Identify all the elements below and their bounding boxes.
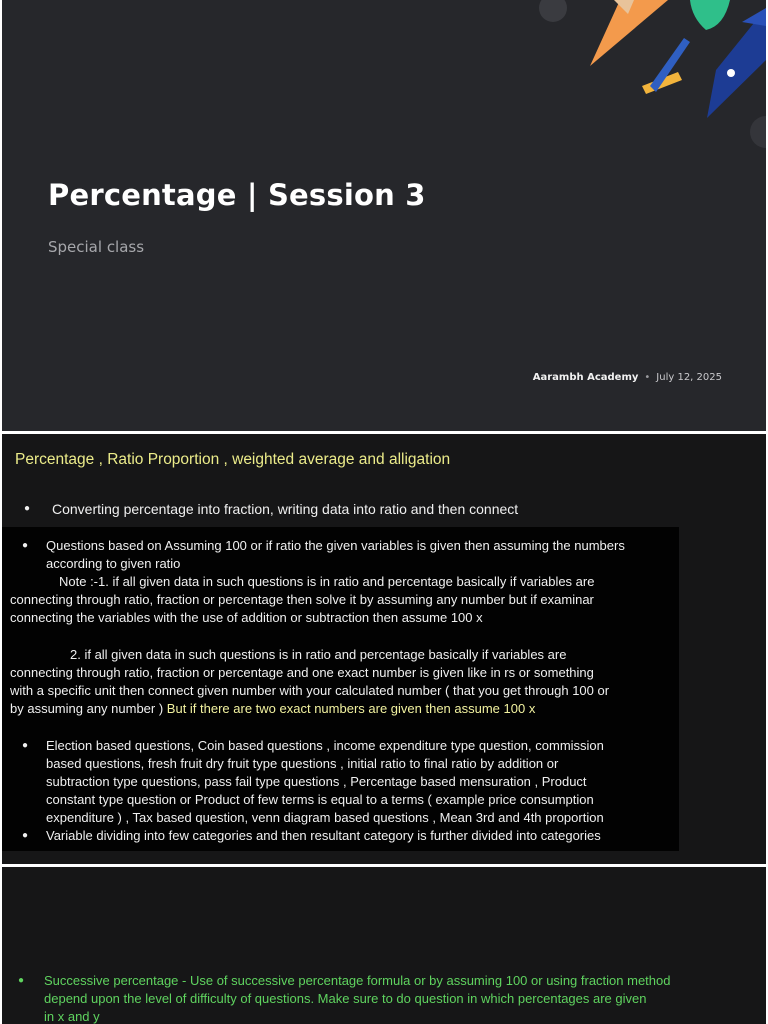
deco-blue-nib-top <box>742 8 766 26</box>
bullet-icon: ● <box>24 503 31 514</box>
note-2-highlight: But if there are two exact numbers are given then assume 100 x <box>166 701 536 716</box>
notes-panel <box>2 527 679 851</box>
content-slide-successive <box>2 867 766 1024</box>
author-name: Aarambh Academy <box>532 372 639 383</box>
question-types-line: expenditure ) , Tax based question, venn diagram based questions , Mean 3rd and 4th proportion <box>46 810 604 825</box>
question-types-line: based questions, fresh fruit dry fruit type questions , initial ratio to final ratio by addition or <box>46 756 559 771</box>
publish-date: July 12, 2025 <box>656 372 722 383</box>
point-assuming-100-line: Questions based on Assuming 100 or if ratio the given variables is given then assuming the numbers <box>46 538 625 553</box>
deco-white-dot <box>727 69 735 77</box>
point-assuming-100-line: according to given ratio <box>46 556 181 571</box>
slide-footer <box>533 372 722 383</box>
note-2-text: by assuming any number ) <box>10 701 167 716</box>
question-types-line: subtraction type questions, pass fail type questions , Percentage based mensuration , Product <box>46 774 587 789</box>
point-variable-dividing: Variable dividing into few categories and then resultant category is further divided into categories <box>46 828 601 843</box>
note-2-line: with a specific unit then connect given number with your calculated number ( that you get through 100 or <box>10 683 610 698</box>
question-types-line: Election based questions, Coin based questions , income expenditure type question, commission <box>46 738 604 753</box>
slide-heading: Percentage , Ratio Proportion , weighted average and alligation <box>15 451 451 468</box>
successive-percentage-line: Successive percentage - Use of successive percentage formula or by assuming 100 or using fraction method <box>44 973 671 988</box>
note-2-line: 2. if all given data in such questions is in ratio and percentage basically if variables are <box>70 647 567 662</box>
bullet-icon: ● <box>22 740 29 751</box>
note-1-line: connecting the variables with the use of addition or subtraction then assume 100 x <box>10 610 483 625</box>
successive-percentage-line: in x and y <box>44 1009 100 1024</box>
content-slide <box>2 434 766 864</box>
point-converting-percentage: Converting percentage into fraction, writing data into ratio and then connect <box>52 501 519 517</box>
slide-title: Percentage | Session 3 <box>48 178 426 212</box>
note-1-line: Note :-1. if all given data in such questions is in ratio and percentage basically if variables are <box>59 574 595 589</box>
title-slide <box>2 0 766 431</box>
bullet-icon: ● <box>22 540 29 551</box>
successive-percentage-line: depend upon the level of difficulty of questions. Make sure to do question in which percentages are given <box>44 991 647 1006</box>
deco-circle-right <box>750 116 766 148</box>
deco-teal-leaf <box>690 0 730 30</box>
deco-circle-top <box>539 0 567 22</box>
note-2-line <box>10 700 535 718</box>
decorative-shapes <box>2 0 766 431</box>
slide-subtitle: Special class <box>48 238 145 256</box>
note-1-line: connecting through ratio, fraction or percentage then solve it by assuming any number but if examinar <box>10 592 594 607</box>
bullet-icon: ● <box>18 975 25 986</box>
question-types-line: constant type question or Product of few terms is equal to a terms ( example price consumption <box>46 792 594 807</box>
footer-separator: • <box>644 372 651 383</box>
note-2-line: connecting through ratio, fraction or percentage and one exact number is given like in rs or something <box>10 665 594 680</box>
bullet-icon: ● <box>22 830 29 841</box>
